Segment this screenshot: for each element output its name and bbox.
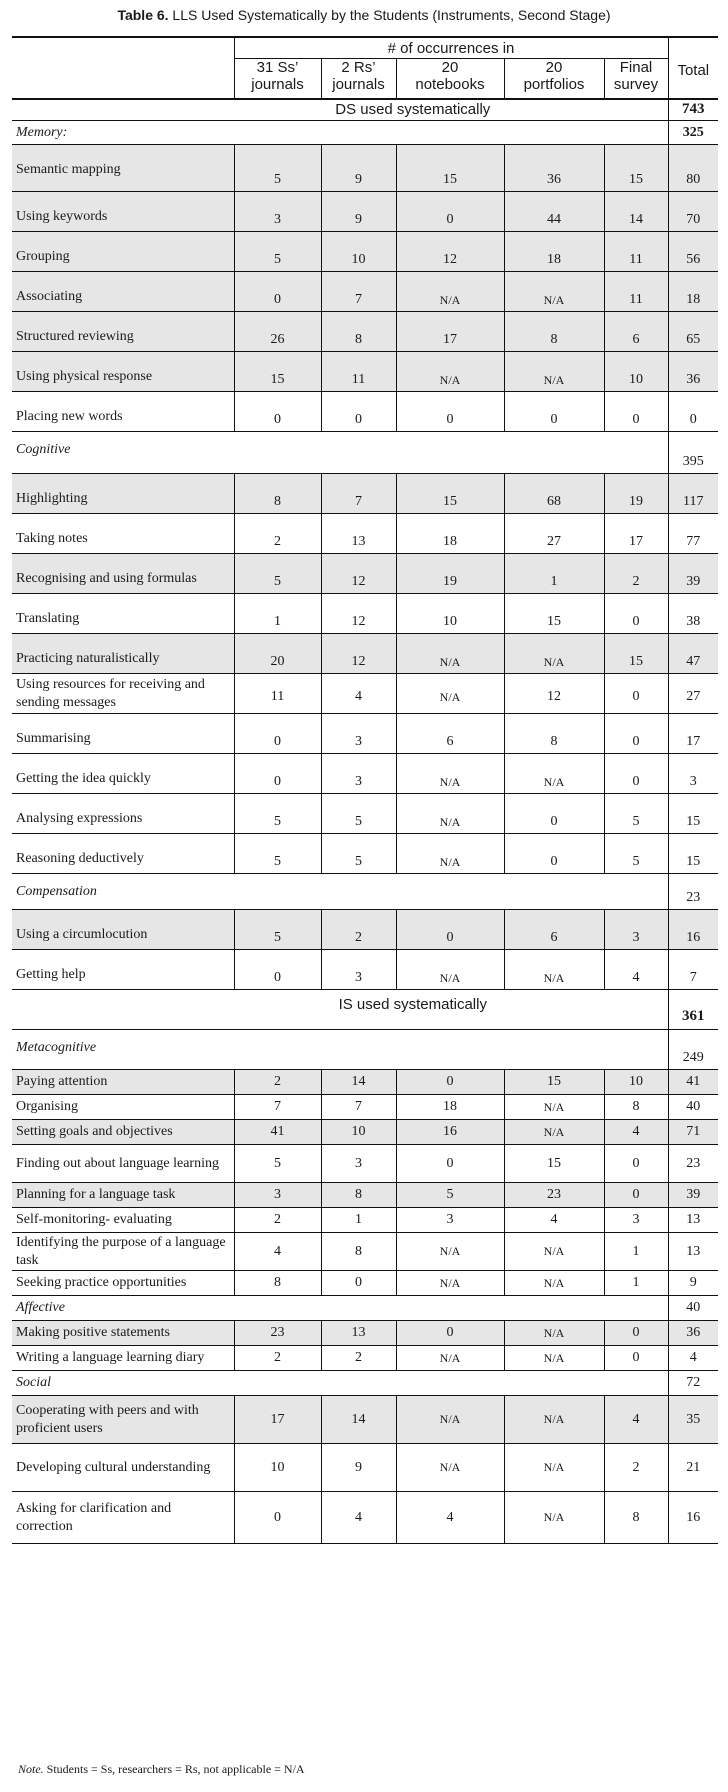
cell-rs-journals: 14 bbox=[321, 1070, 396, 1095]
cell-rs-journals: 12 bbox=[321, 634, 396, 674]
cell-total: 117 bbox=[668, 474, 718, 514]
cell-notebooks: N/A bbox=[396, 1396, 504, 1444]
cell-notebooks: 16 bbox=[396, 1120, 504, 1145]
cell-rs-journals: 13 bbox=[321, 514, 396, 554]
category-row-social bbox=[12, 1371, 718, 1396]
strategy-label: Summarising bbox=[12, 714, 234, 754]
cell-portfolios: 18 bbox=[504, 232, 604, 272]
strategy-label: Writing a language learning diary bbox=[12, 1346, 234, 1371]
cell-notebooks: N/A bbox=[396, 950, 504, 990]
cell-final-survey: 0 bbox=[604, 1145, 668, 1183]
section-label: DS used systematically bbox=[12, 99, 668, 121]
cell-total: 9 bbox=[668, 1271, 718, 1296]
cell-final-survey: 10 bbox=[604, 1070, 668, 1095]
cell-notebooks: N/A bbox=[396, 1271, 504, 1296]
lls-table bbox=[12, 36, 718, 1544]
cell-ss-journals: 20 bbox=[234, 634, 321, 674]
cell-notebooks: 0 bbox=[396, 392, 504, 432]
cell-final-survey: 0 bbox=[604, 594, 668, 634]
table-row bbox=[12, 1070, 718, 1095]
cell-rs-journals: 4 bbox=[321, 674, 396, 714]
cell-total: 38 bbox=[668, 594, 718, 634]
strategy-label: Using a circumlocution bbox=[12, 910, 234, 950]
cell-final-survey: 17 bbox=[604, 514, 668, 554]
cell-total: 77 bbox=[668, 514, 718, 554]
strategy-label: Setting goals and objectives bbox=[12, 1120, 234, 1145]
cell-ss-journals: 5 bbox=[234, 834, 321, 874]
table-row bbox=[12, 1396, 718, 1444]
cell-ss-journals: 2 bbox=[234, 1070, 321, 1095]
cell-portfolios: 1 bbox=[504, 554, 604, 594]
note-label: Note. bbox=[18, 1762, 44, 1776]
cell-total: 56 bbox=[668, 232, 718, 272]
category-label: Affective bbox=[12, 1296, 668, 1321]
cell-final-survey: 1 bbox=[604, 1271, 668, 1296]
cell-ss-journals: 3 bbox=[234, 192, 321, 232]
cell-portfolios: N/A bbox=[504, 754, 604, 794]
table-row bbox=[12, 794, 718, 834]
cell-portfolios: 12 bbox=[504, 674, 604, 714]
cell-portfolios: N/A bbox=[504, 352, 604, 392]
strategy-label: Structured reviewing bbox=[12, 312, 234, 352]
cell-portfolios: 0 bbox=[504, 794, 604, 834]
cell-total: 16 bbox=[668, 1492, 718, 1544]
cell-rs-journals: 10 bbox=[321, 1120, 396, 1145]
cell-notebooks: 3 bbox=[396, 1208, 504, 1233]
cell-total: 65 bbox=[668, 312, 718, 352]
category-total: 72 bbox=[668, 1371, 718, 1396]
strategy-label: Using physical response bbox=[12, 352, 234, 392]
cell-portfolios: 44 bbox=[504, 192, 604, 232]
cell-ss-journals: 11 bbox=[234, 674, 321, 714]
category-total: 395 bbox=[668, 432, 718, 474]
cell-total: 80 bbox=[668, 145, 718, 192]
header-blank bbox=[12, 37, 234, 59]
table-row bbox=[12, 232, 718, 272]
table-row bbox=[12, 754, 718, 794]
cell-final-survey: 0 bbox=[604, 1183, 668, 1208]
cell-portfolios: N/A bbox=[504, 950, 604, 990]
cell-ss-journals: 5 bbox=[234, 145, 321, 192]
cell-ss-journals: 1 bbox=[234, 594, 321, 634]
cell-final-survey: 0 bbox=[604, 754, 668, 794]
cell-notebooks: 10 bbox=[396, 594, 504, 634]
table-row bbox=[12, 1321, 718, 1346]
cell-notebooks: 12 bbox=[396, 232, 504, 272]
section-row-is bbox=[12, 990, 718, 1030]
cell-rs-journals: 10 bbox=[321, 232, 396, 272]
cell-notebooks: N/A bbox=[396, 754, 504, 794]
cell-portfolios: N/A bbox=[504, 1492, 604, 1544]
cell-portfolios: N/A bbox=[504, 1396, 604, 1444]
cell-portfolios: N/A bbox=[504, 1120, 604, 1145]
cell-final-survey: 5 bbox=[604, 794, 668, 834]
table-row bbox=[12, 392, 718, 432]
cell-ss-journals: 2 bbox=[234, 1346, 321, 1371]
cell-total: 4 bbox=[668, 1346, 718, 1371]
table-row bbox=[12, 312, 718, 352]
cell-final-survey: 2 bbox=[604, 554, 668, 594]
table-row bbox=[12, 1271, 718, 1296]
category-total: 249 bbox=[668, 1030, 718, 1070]
cell-notebooks: 18 bbox=[396, 514, 504, 554]
category-row-metacognitive bbox=[12, 1030, 718, 1070]
cell-rs-journals: 9 bbox=[321, 145, 396, 192]
cell-notebooks: 6 bbox=[396, 714, 504, 754]
cell-total: 70 bbox=[668, 192, 718, 232]
cell-final-survey: 1 bbox=[604, 1233, 668, 1271]
cell-notebooks: 0 bbox=[396, 1145, 504, 1183]
cell-ss-journals: 0 bbox=[234, 392, 321, 432]
cell-portfolios: 23 bbox=[504, 1183, 604, 1208]
cell-final-survey: 0 bbox=[604, 1346, 668, 1371]
table-row bbox=[12, 950, 718, 990]
cell-notebooks: N/A bbox=[396, 1233, 504, 1271]
table-row bbox=[12, 714, 718, 754]
column-header-portfolios: 20 portfolios bbox=[504, 59, 604, 99]
cell-ss-journals: 5 bbox=[234, 554, 321, 594]
cell-final-survey: 15 bbox=[604, 145, 668, 192]
cell-ss-journals: 7 bbox=[234, 1095, 321, 1120]
cell-portfolios: 0 bbox=[504, 834, 604, 874]
cell-rs-journals: 3 bbox=[321, 754, 396, 794]
table-body bbox=[12, 99, 718, 1544]
cell-portfolios: N/A bbox=[504, 1321, 604, 1346]
cell-notebooks: N/A bbox=[396, 352, 504, 392]
cell-notebooks: 0 bbox=[396, 192, 504, 232]
table-row bbox=[12, 514, 718, 554]
table-note bbox=[18, 1762, 305, 1777]
cell-final-survey: 4 bbox=[604, 1396, 668, 1444]
cell-ss-journals: 0 bbox=[234, 950, 321, 990]
cell-final-survey: 15 bbox=[604, 634, 668, 674]
cell-portfolios: 8 bbox=[504, 714, 604, 754]
cell-rs-journals: 5 bbox=[321, 794, 396, 834]
section-total: 361 bbox=[668, 990, 718, 1030]
strategy-label: Highlighting bbox=[12, 474, 234, 514]
cell-total: 3 bbox=[668, 754, 718, 794]
column-header-final-survey: Final survey bbox=[604, 59, 668, 99]
cell-ss-journals: 5 bbox=[234, 232, 321, 272]
cell-final-survey: 10 bbox=[604, 352, 668, 392]
cell-final-survey: 6 bbox=[604, 312, 668, 352]
cell-portfolios: 4 bbox=[504, 1208, 604, 1233]
category-total: 40 bbox=[668, 1296, 718, 1321]
cell-rs-journals: 12 bbox=[321, 554, 396, 594]
cell-notebooks: 0 bbox=[396, 1321, 504, 1346]
cell-final-survey: 19 bbox=[604, 474, 668, 514]
strategy-label: Cooperating with peers and with proficient users bbox=[12, 1396, 234, 1444]
strategy-label: Practicing naturalistically bbox=[12, 634, 234, 674]
table-row bbox=[12, 1095, 718, 1120]
cell-notebooks: N/A bbox=[396, 272, 504, 312]
strategy-label: Recognising and using formulas bbox=[12, 554, 234, 594]
cell-ss-journals: 2 bbox=[234, 514, 321, 554]
cell-rs-journals: 1 bbox=[321, 1208, 396, 1233]
strategy-label: Analysing expressions bbox=[12, 794, 234, 834]
category-row-memory bbox=[12, 121, 718, 145]
cell-portfolios: 15 bbox=[504, 1145, 604, 1183]
strategy-label: Using keywords bbox=[12, 192, 234, 232]
cell-ss-journals: 26 bbox=[234, 312, 321, 352]
cell-total: 17 bbox=[668, 714, 718, 754]
table-row bbox=[12, 145, 718, 192]
cell-notebooks: N/A bbox=[396, 634, 504, 674]
cell-rs-journals: 7 bbox=[321, 272, 396, 312]
cell-portfolios: 27 bbox=[504, 514, 604, 554]
cell-final-survey: 0 bbox=[604, 714, 668, 754]
cell-notebooks: 18 bbox=[396, 1095, 504, 1120]
strategy-label: Placing new words bbox=[12, 392, 234, 432]
cell-total: 71 bbox=[668, 1120, 718, 1145]
cell-ss-journals: 8 bbox=[234, 1271, 321, 1296]
category-total: 23 bbox=[668, 874, 718, 910]
cell-rs-journals: 8 bbox=[321, 1183, 396, 1208]
strategy-label: Getting the idea quickly bbox=[12, 754, 234, 794]
cell-rs-journals: 8 bbox=[321, 1233, 396, 1271]
cell-final-survey: 3 bbox=[604, 1208, 668, 1233]
occurrences-header: # of occurrences in bbox=[234, 37, 668, 59]
cell-ss-journals: 2 bbox=[234, 1208, 321, 1233]
strategy-label: Grouping bbox=[12, 232, 234, 272]
table-row bbox=[12, 834, 718, 874]
cell-rs-journals: 14 bbox=[321, 1396, 396, 1444]
cell-rs-journals: 7 bbox=[321, 474, 396, 514]
cell-final-survey: 0 bbox=[604, 674, 668, 714]
cell-portfolios: 36 bbox=[504, 145, 604, 192]
cell-notebooks: 5 bbox=[396, 1183, 504, 1208]
strategy-label: Planning for a language task bbox=[12, 1183, 234, 1208]
table-row bbox=[12, 1444, 718, 1492]
cell-notebooks: 15 bbox=[396, 474, 504, 514]
cell-ss-journals: 4 bbox=[234, 1233, 321, 1271]
cell-rs-journals: 3 bbox=[321, 950, 396, 990]
category-label: Social bbox=[12, 1371, 668, 1396]
table-row bbox=[12, 1120, 718, 1145]
column-header-rs-journals: 2 Rs’ journals bbox=[321, 59, 396, 99]
table-row bbox=[12, 1233, 718, 1271]
cell-portfolios: N/A bbox=[504, 1444, 604, 1492]
table-row bbox=[12, 594, 718, 634]
cell-portfolios: 0 bbox=[504, 392, 604, 432]
cell-ss-journals: 0 bbox=[234, 1492, 321, 1544]
cell-ss-journals: 23 bbox=[234, 1321, 321, 1346]
cell-final-survey: 0 bbox=[604, 1321, 668, 1346]
strategy-label: Reasoning deductively bbox=[12, 834, 234, 874]
cell-rs-journals: 2 bbox=[321, 1346, 396, 1371]
table-row bbox=[12, 1492, 718, 1544]
table-row bbox=[12, 1145, 718, 1183]
cell-portfolios: 8 bbox=[504, 312, 604, 352]
table-row bbox=[12, 1346, 718, 1371]
category-label: Cognitive bbox=[12, 432, 668, 474]
cell-final-survey: 8 bbox=[604, 1492, 668, 1544]
column-header-ss-journals: 31 Ss’ journals bbox=[234, 59, 321, 99]
cell-notebooks: 19 bbox=[396, 554, 504, 594]
cell-final-survey: 4 bbox=[604, 1120, 668, 1145]
table-row bbox=[12, 474, 718, 514]
cell-total: 40 bbox=[668, 1095, 718, 1120]
cell-ss-journals: 0 bbox=[234, 714, 321, 754]
strategy-label: Finding out about language learning bbox=[12, 1145, 234, 1183]
cell-ss-journals: 3 bbox=[234, 1183, 321, 1208]
cell-ss-journals: 15 bbox=[234, 352, 321, 392]
table-row bbox=[12, 910, 718, 950]
strategy-label: Making positive statements bbox=[12, 1321, 234, 1346]
table-row bbox=[12, 554, 718, 594]
cell-portfolios: 15 bbox=[504, 1070, 604, 1095]
table-number: Table 6. bbox=[117, 7, 169, 23]
cell-rs-journals: 3 bbox=[321, 714, 396, 754]
cell-total: 27 bbox=[668, 674, 718, 714]
cell-rs-journals: 4 bbox=[321, 1492, 396, 1544]
category-row-compensation bbox=[12, 874, 718, 910]
table-caption bbox=[0, 7, 728, 23]
table-row bbox=[12, 634, 718, 674]
cell-ss-journals: 8 bbox=[234, 474, 321, 514]
cell-rs-journals: 12 bbox=[321, 594, 396, 634]
strategy-label: Taking notes bbox=[12, 514, 234, 554]
cell-final-survey: 11 bbox=[604, 232, 668, 272]
section-row-ds bbox=[12, 99, 718, 121]
strategy-label: Semantic mapping bbox=[12, 145, 234, 192]
cell-portfolios: N/A bbox=[504, 634, 604, 674]
strategy-label: Associating bbox=[12, 272, 234, 312]
section-label: IS used systematically bbox=[12, 990, 668, 1030]
cell-notebooks: 15 bbox=[396, 145, 504, 192]
cell-notebooks: 0 bbox=[396, 910, 504, 950]
cell-final-survey: 4 bbox=[604, 950, 668, 990]
cell-rs-journals: 9 bbox=[321, 192, 396, 232]
cell-final-survey: 8 bbox=[604, 1095, 668, 1120]
cell-total: 21 bbox=[668, 1444, 718, 1492]
cell-notebooks: 4 bbox=[396, 1492, 504, 1544]
table-row bbox=[12, 272, 718, 312]
cell-ss-journals: 0 bbox=[234, 754, 321, 794]
cell-final-survey: 2 bbox=[604, 1444, 668, 1492]
cell-ss-journals: 5 bbox=[234, 910, 321, 950]
table-row bbox=[12, 1208, 718, 1233]
cell-total: 35 bbox=[668, 1396, 718, 1444]
strategy-label: Seeking practice opportunities bbox=[12, 1271, 234, 1296]
cell-notebooks: 0 bbox=[396, 1070, 504, 1095]
strategy-label: Getting help bbox=[12, 950, 234, 990]
category-label: Metacognitive bbox=[12, 1030, 668, 1070]
cell-total: 7 bbox=[668, 950, 718, 990]
cell-notebooks: N/A bbox=[396, 794, 504, 834]
cell-total: 36 bbox=[668, 1321, 718, 1346]
cell-final-survey: 5 bbox=[604, 834, 668, 874]
strategy-label: Self-monitoring- evaluating bbox=[12, 1208, 234, 1233]
cell-portfolios: N/A bbox=[504, 1233, 604, 1271]
cell-ss-journals: 17 bbox=[234, 1396, 321, 1444]
cell-notebooks: N/A bbox=[396, 1444, 504, 1492]
cell-notebooks: N/A bbox=[396, 674, 504, 714]
cell-notebooks: 17 bbox=[396, 312, 504, 352]
cell-rs-journals: 11 bbox=[321, 352, 396, 392]
cell-rs-journals: 0 bbox=[321, 1271, 396, 1296]
cell-portfolios: N/A bbox=[504, 272, 604, 312]
cell-rs-journals: 13 bbox=[321, 1321, 396, 1346]
cell-final-survey: 14 bbox=[604, 192, 668, 232]
table-title: LLS Used Systematically by the Students (Instruments, Second Stage) bbox=[168, 7, 611, 23]
strategy-label: Using resources for receiving and sending messages bbox=[12, 674, 234, 714]
cell-ss-journals: 5 bbox=[234, 794, 321, 834]
section-total: 743 bbox=[668, 99, 718, 121]
cell-rs-journals: 3 bbox=[321, 1145, 396, 1183]
cell-notebooks: N/A bbox=[396, 834, 504, 874]
cell-total: 18 bbox=[668, 272, 718, 312]
total-header: Total bbox=[668, 37, 718, 99]
category-label: Compensation bbox=[12, 874, 668, 910]
strategy-label: Translating bbox=[12, 594, 234, 634]
category-row-cognitive bbox=[12, 432, 718, 474]
category-label: Memory: bbox=[12, 121, 668, 145]
cell-portfolios: 6 bbox=[504, 910, 604, 950]
cell-total: 13 bbox=[668, 1233, 718, 1271]
cell-portfolios: 15 bbox=[504, 594, 604, 634]
cell-portfolios: N/A bbox=[504, 1346, 604, 1371]
cell-total: 23 bbox=[668, 1145, 718, 1183]
cell-total: 39 bbox=[668, 554, 718, 594]
strategy-label: Developing cultural understanding bbox=[12, 1444, 234, 1492]
column-header-notebooks: 20 notebooks bbox=[396, 59, 504, 99]
cell-rs-journals: 2 bbox=[321, 910, 396, 950]
cell-total: 16 bbox=[668, 910, 718, 950]
cell-notebooks: N/A bbox=[396, 1346, 504, 1371]
cell-rs-journals: 0 bbox=[321, 392, 396, 432]
note-text: Students = Ss, researchers = Rs, not applicable = N/A bbox=[43, 1762, 305, 1776]
strategy-label: Asking for clarification and correction bbox=[12, 1492, 234, 1544]
cell-ss-journals: 41 bbox=[234, 1120, 321, 1145]
strategy-label: Organising bbox=[12, 1095, 234, 1120]
cell-total: 15 bbox=[668, 794, 718, 834]
cell-portfolios: N/A bbox=[504, 1271, 604, 1296]
cell-portfolios: N/A bbox=[504, 1095, 604, 1120]
strategy-label: Paying attention bbox=[12, 1070, 234, 1095]
strategy-label: Identifying the purpose of a language task bbox=[12, 1233, 234, 1271]
cell-total: 13 bbox=[668, 1208, 718, 1233]
cell-ss-journals: 10 bbox=[234, 1444, 321, 1492]
header-blank-2 bbox=[12, 59, 234, 99]
cell-portfolios: 68 bbox=[504, 474, 604, 514]
cell-total: 36 bbox=[668, 352, 718, 392]
category-row-affective bbox=[12, 1296, 718, 1321]
cell-rs-journals: 8 bbox=[321, 312, 396, 352]
cell-total: 0 bbox=[668, 392, 718, 432]
table-row bbox=[12, 192, 718, 232]
cell-final-survey: 0 bbox=[604, 392, 668, 432]
cell-rs-journals: 7 bbox=[321, 1095, 396, 1120]
cell-rs-journals: 9 bbox=[321, 1444, 396, 1492]
table-row bbox=[12, 1183, 718, 1208]
cell-total: 47 bbox=[668, 634, 718, 674]
cell-total: 39 bbox=[668, 1183, 718, 1208]
cell-final-survey: 11 bbox=[604, 272, 668, 312]
cell-total: 15 bbox=[668, 834, 718, 874]
category-total: 325 bbox=[668, 121, 718, 145]
table-row bbox=[12, 674, 718, 714]
cell-rs-journals: 5 bbox=[321, 834, 396, 874]
cell-ss-journals: 0 bbox=[234, 272, 321, 312]
cell-total: 41 bbox=[668, 1070, 718, 1095]
cell-final-survey: 3 bbox=[604, 910, 668, 950]
table-row bbox=[12, 352, 718, 392]
cell-ss-journals: 5 bbox=[234, 1145, 321, 1183]
